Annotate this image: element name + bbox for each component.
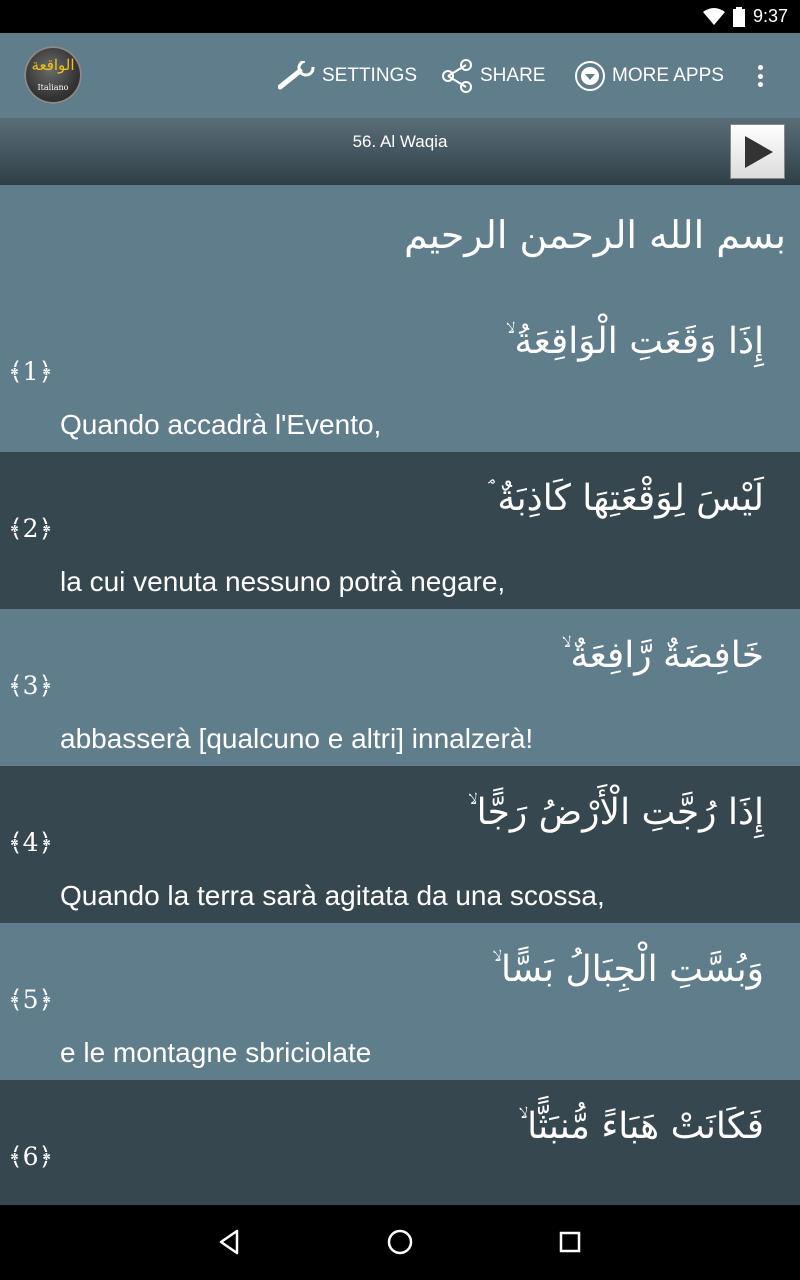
verse-arabic: فَكَانَتْ هَبَاءً مُّنبَثًّا ۙ	[518, 1106, 764, 1147]
more-apps-button[interactable]	[574, 33, 724, 118]
share-icon	[440, 59, 474, 93]
status-bar	[0, 0, 800, 33]
app-toolbar	[0, 33, 800, 118]
verse-arabic: لَيْسَ لِوَقْعَتِهَا كَاذِبَةٌ ۘ	[488, 478, 764, 519]
status-time: 9:37	[752, 6, 788, 26]
play-button[interactable]	[730, 124, 785, 179]
verse-list[interactable]	[0, 185, 800, 1205]
verse-arabic: إِذَا رُجَّتِ الْأَرْضُ رَجًّا ۙ	[467, 792, 764, 833]
chevron-down-circle-icon	[574, 60, 606, 92]
verse-number: ﴾6﴿	[8, 1142, 54, 1171]
verse-row[interactable]	[0, 609, 800, 766]
audio-player-bar	[0, 118, 800, 185]
verse-number: ﴾5﴿	[8, 985, 54, 1014]
verse-row[interactable]	[0, 766, 800, 923]
recents-icon[interactable]	[555, 1227, 585, 1257]
verse-number: ﴾2﴿	[8, 514, 54, 543]
verse-row[interactable]	[0, 923, 800, 1080]
surah-title: 56. Al Waqia	[352, 132, 448, 151]
battery-icon	[733, 7, 745, 27]
wrench-icon	[278, 61, 316, 91]
verse-translation: Quando accadrà l'Evento,	[60, 409, 382, 440]
bismillah-text: بسم الله الرحمن الرحيم	[404, 213, 786, 257]
logo-arabic-text: الواقعة	[31, 56, 75, 74]
verse-row[interactable]	[0, 452, 800, 609]
share-label: SHARE	[480, 64, 546, 86]
verse-row[interactable]	[0, 1080, 800, 1205]
share-button[interactable]	[440, 33, 545, 118]
overflow-menu-icon[interactable]	[752, 61, 768, 91]
app-logo[interactable]	[24, 46, 82, 104]
settings-button[interactable]	[278, 33, 417, 118]
play-icon	[741, 134, 777, 170]
verse-number: ﴾4﴿	[8, 828, 54, 857]
verse-translation: Quando la terra sarà agitata da una scossa,	[60, 880, 605, 911]
back-icon[interactable]	[215, 1227, 245, 1257]
verse-number: ﴾1﴿	[8, 357, 54, 386]
more-apps-label: MORE APPS	[612, 64, 724, 86]
verse-translation: e le montagne sbriciolate	[60, 1037, 372, 1068]
verse-number: ﴾3﴿	[8, 671, 54, 700]
verse-arabic: خَافِضَةٌ رَّافِعَةٌ ۙ	[561, 635, 764, 676]
home-icon[interactable]	[385, 1227, 415, 1257]
verse-translation: la cui venuta nessuno potrà negare,	[60, 566, 506, 597]
settings-label: SETTINGS	[322, 64, 418, 86]
verse-arabic: إِذَا وَقَعَتِ الْوَاقِعَةُ ۙ	[505, 321, 764, 362]
system-navigation-bar	[0, 1205, 800, 1280]
bismillah-row	[0, 185, 800, 295]
verse-translation: abbasserà [qualcuno e altri] innalzerà!	[60, 723, 534, 754]
verse-row[interactable]	[0, 295, 800, 452]
logo-subtitle: Italiano	[37, 83, 69, 92]
wifi-icon	[703, 8, 725, 26]
verse-arabic: وَبُسَّتِ الْجِبَالُ بَسًّا ۙ	[491, 949, 764, 990]
